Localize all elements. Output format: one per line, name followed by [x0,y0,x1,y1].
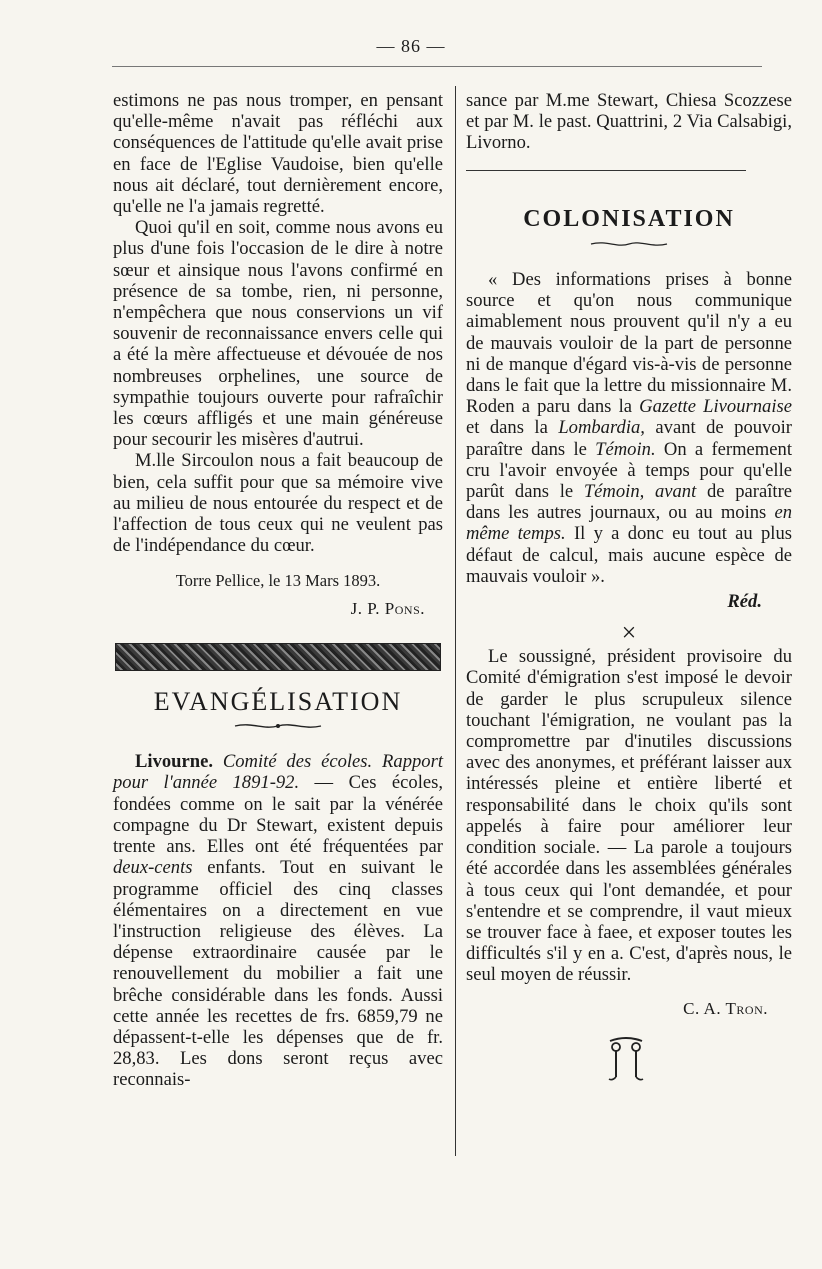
flourish-ornament-2 [466,234,792,255]
paragraph-soussigne: Le soussigné, président provisoire du Comité d'émigration s'est imposé le devoir de garder le plus scrupuleux silence touchant l'émigration, ne voulant pas la compromettre par d'inutiles discussions avec des anonymes, et préférant laisser aux intéressés pleine et entière liberté et responsabilité dans le choix qu'ils sont appelés à faire pour améliorer leur condition sociale. — La parole a toujours été accordée dans les assemblées générales à tous ceux qui l'ont demandée, et pour s'entendre et se comprendre, il vaut mieux se trouver face à faee, et exposer toutes les difficultés s'il y en a. C'est, d'après nous, le seul moyen de réussir. [466,646,792,986]
text-fragment: de paraître dans les autres journaux, ou au moins [466,481,793,524]
text-fragment: et dans la [466,417,559,439]
header-rule [112,66,762,67]
title-gazette: Gazette Livournaise [639,396,792,418]
section-title-colonisation: COLONISATION [523,205,735,232]
letter-date: Torre Pellice, le 13 Mars 1893. [175,571,381,591]
text-fragment: Il y a donc eu tout au plus défaut de calcul, mais aucune espèce de mauvais vouloir ». [466,523,792,587]
tailpiece-ornament-icon [604,1035,792,1088]
redaction-signature: Réd. [727,591,762,613]
left-column [113,90,443,1091]
report-title: Comité des écoles. Rapport pour l'année 1891-92. [113,751,443,794]
section-rule [466,170,746,171]
report-text-b: enfants. Tout en suivant le programme officiel des cinq classes élémentaires on a directement en vue l'instruction religieuse des élèves. La dépense extraordinaire causée par le renouvellement du mobilier a fait une brêche considérable dans les fonds. Aussi cette année les recettes de frs. 6859,79 ne dépassent-t-elle les dépenses que de fr. 28,83. Les dons seront reçus avec reconnais- [113,857,443,1091]
column-divider [455,86,456,1156]
paragraph-continuation: sance par M.me Stewart, Chiesa Scozzese et par M. le past. Quattrini, 2 Via Calsabigi, Livorno. [466,90,792,154]
text-fragment: avant de pouvoir paraître dans le [466,417,792,460]
paragraph-livourne [113,751,443,1090]
title-temoin: Témoin. [595,438,656,460]
paragraph-estimons: estimons ne pas nous tromper, en pensant qu'elle-même n'avait pas réfléchi aux conséquences de l'attitude qu'elle avait prise en face de l'Eglise Vaudoise, bien qu'elle nous ait déclaré, tout dernièrement encore, qu'elle ne l'a jamais regretté. [113,90,443,218]
report-text-a: — Ces écoles, fondées comme on le sait par la vénérée compagne du Dr Stewart, existent depuis trente ans. Elles ont été fréquentées par [113,772,443,858]
title-lombardia: Lombardia, [558,417,645,439]
place-livourne: Livourne. [135,751,213,773]
letter-signature: J. P. Pons. [350,598,425,618]
tron-signature: C. A. Tron. [683,998,768,1018]
title-temoin-avant: Témoin, avant [583,481,697,503]
report-emph: deux-cents [113,857,193,879]
ornament-band-divider [115,643,441,671]
flourish-ornament [113,716,443,737]
cross-separator: × [621,618,637,648]
right-column [466,90,792,1088]
paragraph-sircoulon: M.lle Sircoulon nous a fait beaucoup de bien, cela suffit pour que sa mémoire vive au milieu de nous entourée du respect et de l'affection de tous ceux qui ne veulent pas de l'indépendance du cœur. [113,450,443,557]
paragraph-quoi: Quoi qu'il en soit, comme nous avons eu plus d'une fois l'occasion de le dire à notre sœur et ainsique nous l'avons confirmé en présence de sa tombe, rien, ni personne, n'empêchera que nous conservions un vif souvenir de reconnaissance envers celle qui a été la mère affectueuse et dévouée de nos nombreuses orphelines, une source de sympathie toujours ouverte pour rafraîchir les cœurs affligés et une main généreuse pour secourir les misères d'autrui. [113,217,443,451]
text-fragment: « Des informations prises à bonne source et qu'on nous communique aimablement nous prouvent qu'il n'y a eu de mauvais vouloir de la part de personne ni de manque d'égard vis-à-vis de personne dans le fait que la lettre du missionnaire M. Roden a paru dans la [466,269,792,418]
page-number: — 86 — [376,36,446,56]
paragraph-informations [466,269,792,587]
phrase-meme-temps: en même temps. [466,502,792,545]
text-fragment: On a fermement cru l'avoir envoyée à temps pour qu'elle parût dans le [466,438,792,503]
section-title-evangelisation: EVANGÉLISATION [153,686,403,716]
